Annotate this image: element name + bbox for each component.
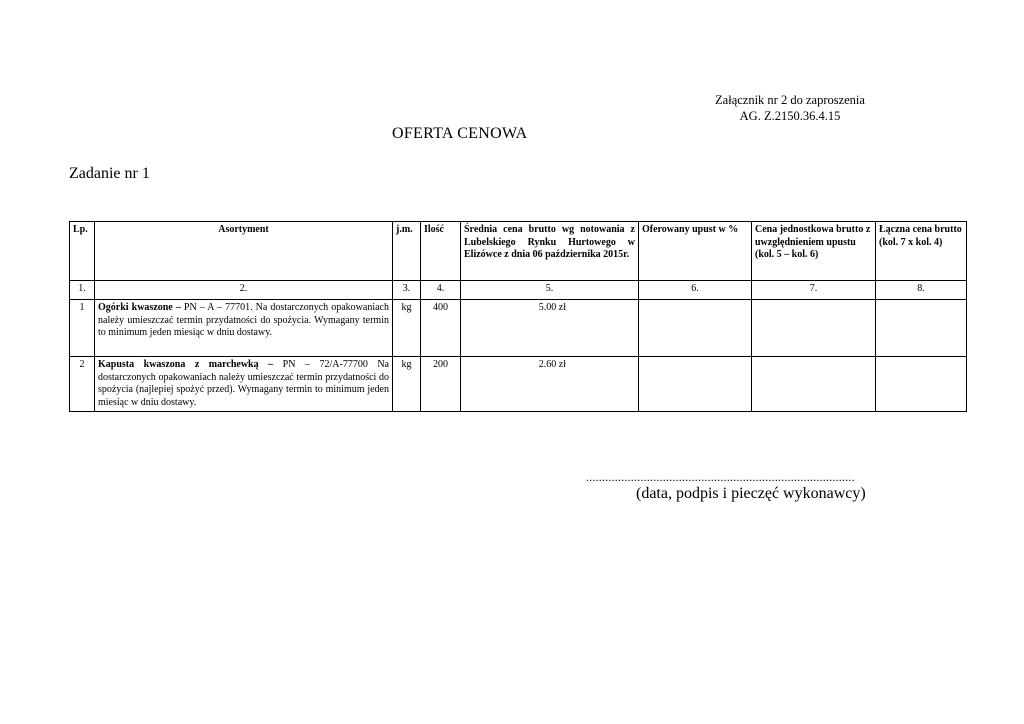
table-row: [70, 300, 967, 357]
row-average-price: 5.00 zł: [461, 300, 639, 357]
header-unit-price: Cena jednostkowa brutto z uwzględnieniem upustu (kol. 5 – kol. 6): [752, 222, 876, 281]
row-discount-cell[interactable]: [639, 300, 752, 357]
row-unit: kg: [393, 357, 421, 412]
price-offer-table: [69, 221, 967, 412]
header-lp: Lp.: [70, 222, 95, 281]
table-header-row: [70, 222, 967, 281]
document-title: OFERTA CENOWA: [392, 125, 528, 142]
annex-line-1: Załącznik nr 2 do zaproszenia: [715, 93, 865, 107]
header-average-price: Średnia cena brutto wg notowania z Lubelskiego Rynku Hurtowego w Elizówce z dnia 06 października 2015r.: [461, 222, 639, 281]
row-lp: 1: [70, 300, 95, 357]
header-quantity: Ilość: [421, 222, 461, 281]
signature-caption: (data, podpis i pieczęć wykonawcy): [636, 485, 866, 502]
header-unit: j.m.: [393, 222, 421, 281]
row-discount-cell[interactable]: [639, 357, 752, 412]
row-total-price-cell[interactable]: [876, 357, 967, 412]
product-description: PN – A – 77701. Na dostarczonych opakowaniach należy umieszczać termin przydatności do spożycia. Wymagany termin to minimum jeden miesiąc w dniu dostawy.: [98, 302, 389, 338]
signature-line: ....................................................................................: [586, 470, 855, 484]
row-quantity: 400: [421, 300, 461, 357]
table-row: [70, 357, 967, 412]
column-number: 3.: [393, 281, 421, 300]
header-total-price: Łączna cena brutto (kol. 7 x kol. 4): [876, 222, 967, 281]
task-label: Zadanie nr 1: [69, 165, 150, 182]
row-assortment: [95, 357, 393, 412]
product-name: Kapusta kwaszona z marchewką –: [98, 359, 274, 370]
row-assortment: [95, 300, 393, 357]
annex-reference: [690, 92, 890, 124]
column-number: 4.: [421, 281, 461, 300]
column-number: 6.: [639, 281, 752, 300]
row-unit-price-cell[interactable]: [752, 357, 876, 412]
row-average-price: 2.60 zł: [461, 357, 639, 412]
column-number-row: [70, 281, 967, 300]
column-number: 7.: [752, 281, 876, 300]
column-number: 5.: [461, 281, 639, 300]
row-unit-price-cell[interactable]: [752, 300, 876, 357]
row-unit: kg: [393, 300, 421, 357]
header-assortment: Asortyment: [95, 222, 393, 281]
column-number: 1.: [70, 281, 95, 300]
product-name: Ogórki kwaszone –: [98, 302, 181, 313]
row-lp: 2: [70, 357, 95, 412]
column-number: 2.: [95, 281, 393, 300]
row-quantity: 200: [421, 357, 461, 412]
row-total-price-cell[interactable]: [876, 300, 967, 357]
header-discount: Oferowany upust w %: [639, 222, 752, 281]
product-description: PN – 72/A-77700 Na dostarczonych opakowaniach należy umieszczać termin przydatności do spożycia (najlepiej spożyć przed). Wymagany termin to minimum jeden miesiąc w dniu dostawy.: [98, 359, 389, 408]
annex-line-2: AG. Z.2150.36.4.15: [739, 109, 841, 123]
column-number: 8.: [876, 281, 967, 300]
